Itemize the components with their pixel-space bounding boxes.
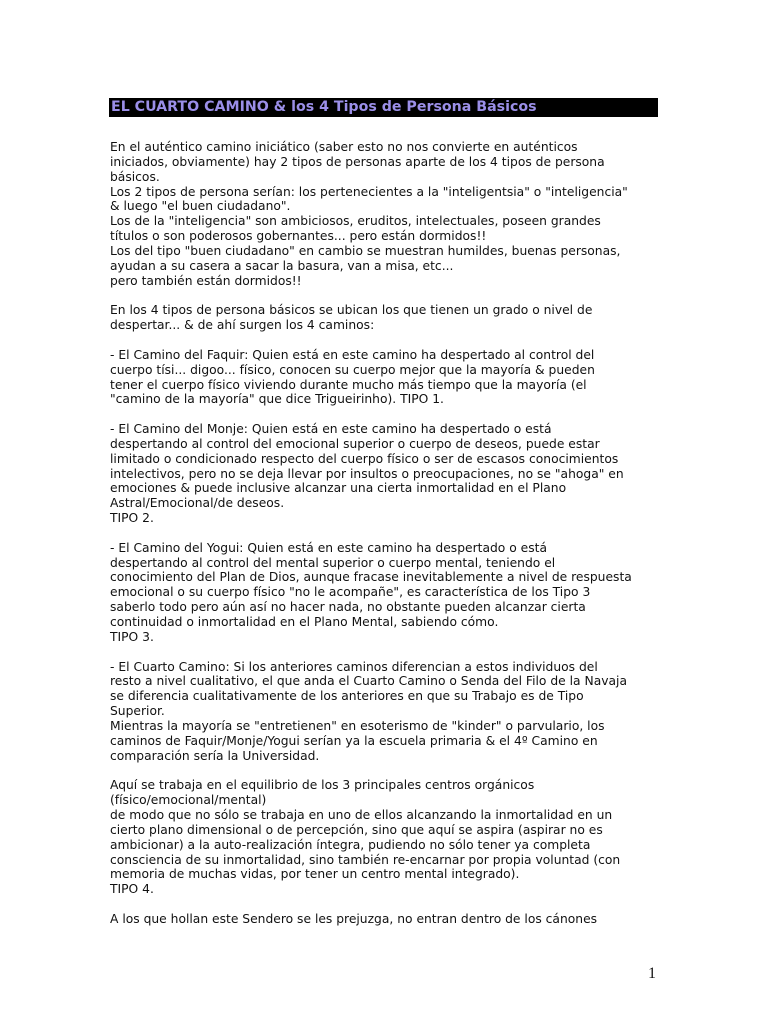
text-line: cuerpo tísi... digoo... físico, conocen su cuerpo mejor que la mayoría & pueden: [110, 362, 595, 377]
title-bar: [109, 98, 658, 117]
text-line: despertar... & de ahí surgen los 4 caminos:: [110, 318, 375, 333]
text-line: intelectivos, pero no se deja llevar por insultos o preocupaciones, no se "ahoga" en: [110, 466, 624, 481]
text-line: títulos o son poderosos gobernantes... pero están dormidos!!: [110, 229, 487, 244]
text-line: TIPO 2.: [110, 511, 154, 526]
paragraph: [110, 778, 670, 897]
paragraph: [110, 541, 670, 645]
text-line: caminos de Faquir/Monje/Yogui serían ya la escuela primaria & el 4º Camino en: [110, 733, 598, 748]
text-line: pero también están dormidos!!: [110, 273, 302, 288]
text-line: En el auténtico camino iniciático (saber esto no nos convierte en auténticos: [110, 140, 578, 154]
text-line: continuidad o inmortalidad en el Plano Mental, sabiendo cómo.: [110, 615, 499, 629]
document-body: [110, 140, 670, 942]
text-line: Aquí se trabaja en el equilibrio de los 3 principales centros orgánicos: [110, 778, 535, 793]
text-line: A los que hollan este Sendero se les prejuzga, no entran dentro de los cánones: [110, 911, 598, 926]
text-line: despertando al control del emocional superior o cuerpo de deseos, puede estar: [110, 436, 600, 451]
text-line: emociones & puede inclusive alcanzar una cierta inmortalidad en el Plano: [110, 481, 567, 496]
paragraph: [110, 422, 670, 526]
text-line: En los 4 tipos de persona básicos se ubican los que tienen un grado o nivel de: [110, 303, 593, 318]
paragraph: [110, 912, 670, 927]
paragraph: [110, 348, 670, 407]
text-line: saberlo todo pero aún así no hacer nada, no obstante pueden alcanzar cierta: [110, 600, 586, 615]
text-line: emocional o su cuerpo físico "no le acompañe", es característica de los Tipo 3: [110, 585, 591, 600]
text-line: iniciados, obviamente) hay 2 tipos de personas aparte de los 4 tipos de persona: [110, 154, 605, 169]
text-line: ayudan a su casera a sacar la basura, van a misa, etc...: [110, 258, 454, 273]
text-line: - El Camino del Faquir: Quien está en este camino ha despertado al control del: [110, 347, 595, 362]
text-line: Los del tipo "buen ciudadano" en cambio se muestran humildes, buenas personas,: [110, 243, 621, 258]
text-line: limitado o condicionado respecto del cuerpo físico o ser de escasos conocimientos: [110, 451, 619, 466]
text-line: de modo que no sólo se trabaja en uno de ellos alcanzando la inmortalidad en un: [110, 807, 613, 822]
text-line: se diferencia cualitativamente de los anteriores en que su Trabajo es de Tipo: [110, 689, 584, 704]
text-line: despertando al control del mental superior o cuerpo mental, teniendo el: [110, 555, 556, 570]
text-line: conocimiento del Plan de Dios, aunque fracase inevitablemente a nivel de respuesta: [110, 570, 632, 585]
text-line: TIPO 4.: [110, 882, 154, 897]
paragraph: [110, 303, 670, 333]
text-line: cierto plano dimensional o de percepción, sino que aquí se aspira (aspirar no es: [110, 822, 603, 837]
text-line: ambicionar) a la auto-realización íntegra, pudiendo no sólo tener ya completa: [110, 837, 591, 852]
text-line: - El Camino del Monje: Quien está en este camino ha despertado o está: [110, 422, 552, 437]
paragraph: [110, 140, 670, 288]
text-line: "camino de la mayoría" que dice Trigueirinho). TIPO 1.: [110, 392, 444, 407]
page-number: 1: [648, 965, 656, 982]
text-line: Los 2 tipos de persona serían: los pertenecientes a la "inteligentsia" o "inteligencia": [110, 184, 628, 199]
text-line: - El Cuarto Camino: Si los anteriores caminos diferencian a estos individuos del: [110, 659, 598, 674]
text-line: resto a nivel cualitativo, el que anda el Cuarto Camino o Senda del Filo de la Navaja: [110, 674, 627, 689]
text-line: (físico/emocional/mental): [110, 793, 267, 808]
text-line: Los de la "inteligencia" son ambiciosos, eruditos, intelectuales, poseen grandes: [110, 214, 601, 229]
text-line: Astral/Emocional/de deseos.: [110, 496, 285, 511]
text-line: memoria de muchas vidas, por tener un centro mental integrado).: [110, 867, 520, 882]
text-line: consciencia de su inmortalidad, sino también re-encarnar por propia voluntad (con: [110, 852, 621, 867]
text-line: tener el cuerpo físico viviendo durante mucho más tiempo que la mayoría (el: [110, 377, 587, 392]
text-line: TIPO 3.: [110, 629, 154, 644]
text-line: - El Camino del Yogui: Quien está en este camino ha despertado o está: [110, 540, 547, 555]
text-line: comparación sería la Universidad.: [110, 748, 320, 763]
paragraph: [110, 660, 670, 764]
text-line: & luego "el buen ciudadano".: [110, 199, 291, 214]
document-title: EL CUARTO CAMINO & los 4 Tipos de Persona Básicos: [111, 99, 537, 115]
text-line: básicos.: [110, 169, 160, 184]
text-line: Mientras la mayoría se "entretienen" en esoterismo de "kinder" o parvulario, los: [110, 718, 605, 733]
text-line: Superior.: [110, 704, 165, 719]
